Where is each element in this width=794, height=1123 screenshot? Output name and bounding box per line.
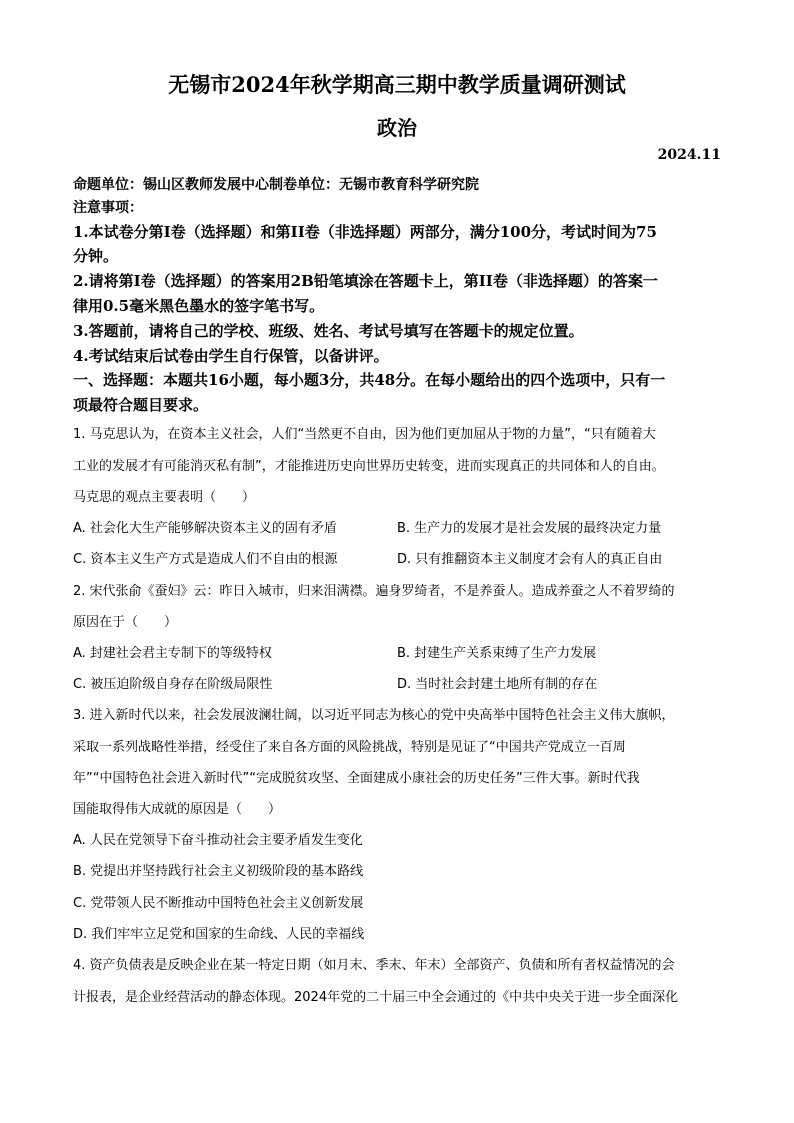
question-2-option-d: D. 当时社会封建土地所有制的存在 [397,677,598,692]
question-2-option-a: A. 封建社会君主专制下的等级特权 [73,646,272,661]
question-1-option-c: C. 资本主义生产方式是造成人们不自由的根源 [73,552,338,567]
notice-item-3: 3.答题前，请将自己的学校、班级、姓名、考试号填写在答题卡的规定位置。 [73,322,584,340]
question-2-option-b: B. 封建生产关系束缚了生产力发展 [397,646,597,661]
question-1-stem: 1. 马克思认为，在资本主义社会，人们“当然更不自由，因为他们更加屈从于物的力量”，“只有随着大 [73,427,656,442]
question-1-stem-2: 工业的发展才有可能消灭私有制”，才能推进历史向世界历史转变，进而实现真正的共同体和人的自由。 [73,459,665,474]
issuing-units: 命题单位：锡山区教师发展中心制卷单位：无锡市教育科学研究院 [73,177,479,193]
notice-item-2-cont: 律用0.5毫米黑色墨水的签字笔书写。 [73,297,325,315]
question-3-option-a: A. 人民在党领导下奋斗推动社会主要矛盾发生变化 [73,833,363,848]
question-4-stem: 4. 资产负债表是反映企业在某一特定日期（如月末、季末、年末）全部资产、负债和所有者权益情况的会 [73,958,675,973]
question-2-stem: 2. 宋代张俞《蚕妇》云：昨日入城市，归来泪满襟。遍身罗绮者，不是养蚕人。造成养蚕之人不着罗绮的 [73,584,675,599]
question-4-stem-2: 计报表，是企业经营活动的静态体现。2024年党的二十届三中全会通过的《中共中央关于进一步全面深化 [73,990,679,1005]
notice-item-1-cont: 分钟。 [73,247,119,265]
question-1-stem-3: 马克思的观点主要表明（ ） [73,490,256,505]
notice-item-2: 2.请将第Ⅰ卷（选择题）的答案用2B铅笔填涂在答题卡上，第II卷（非选择题）的答案一 [73,272,658,290]
subject-title: 政治 [377,116,417,140]
question-3-stem: 3. 进入新时代以来，社会发展波澜壮阔，以习近平同志为核心的党中央高举中国特色社会主义伟大旗帜， [73,708,675,723]
question-2-stem-2: 原因在于（ ） [73,615,178,630]
notice-item-4: 4.考试结束后试卷由学生自行保管，以备讲评。 [73,347,389,365]
exam-title: 无锡市2024年秋学期高三期中教学质量调研测试 [168,72,626,97]
question-2-option-c: C. 被压迫阶级自身存在阶级局限性 [73,677,273,692]
question-3-option-c: C. 党带领人民不断推动中国特色社会主义创新发展 [73,896,364,911]
notice-item-1: 1.本试卷分第Ⅰ卷（选择题）和第II卷（非选择题）两部分，满分100分，考试时间为75 [73,223,657,241]
question-3-option-b: B. 党提出并坚持践行社会主义初级阶段的基本路线 [73,864,364,879]
section-heading: 一、选择题：本题共16小题，每小题3分，共48分。在每小题给出的四个选项中，只有一 [73,371,666,389]
question-1-option-b: B. 生产力的发展才是社会发展的最终决定力量 [397,521,662,536]
question-3-option-d: D. 我们牢牢立足党和国家的生命线、人民的幸福线 [73,927,365,942]
notice-heading: 注意事项： [73,200,143,216]
exam-date: 2024.11 [657,147,721,163]
question-1-option-d: D. 只有推翻资本主义制度才会有人的真正自由 [397,552,663,567]
question-3-stem-3: 年”“中国特色社会进入新时代”“完成脱贫攻坚、全面建成小康社会的历史任务”三件大事。新时代我 [73,771,640,786]
question-3-stem-2: 采取一系列战略性举措，经受住了来自各方面的风险挑战，特别是见证了“中国共产党成立一百周 [73,740,626,755]
section-heading-cont: 项最符合题目要求。 [73,396,209,414]
question-3-stem-4: 国能取得伟大成就的原因是（ ） [73,802,282,817]
question-1-option-a: A. 社会化大生产能够解决资本主义的固有矛盾 [73,521,337,536]
